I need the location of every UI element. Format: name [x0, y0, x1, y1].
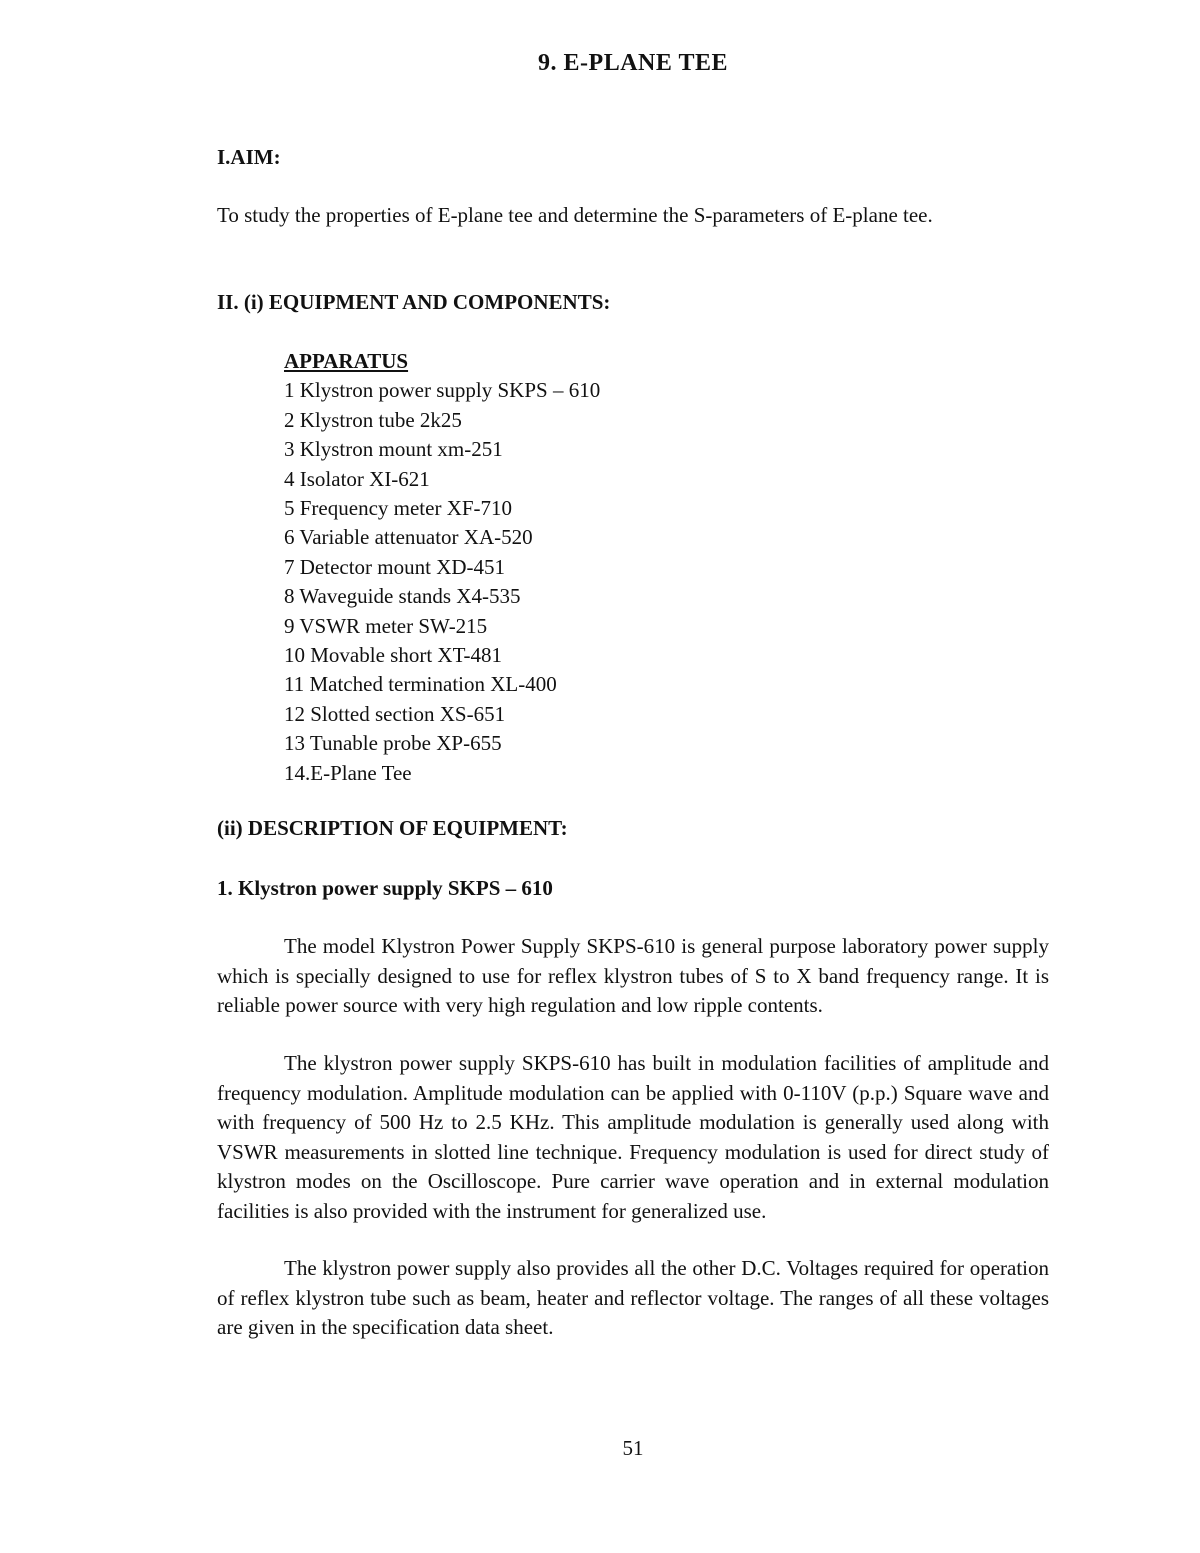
klystron-subheading: 1. Klystron power supply SKPS – 610 [217, 876, 553, 900]
list-item: 8 Waveguide stands X4-535 [284, 584, 521, 609]
list-item: 6 Variable attenuator XA-520 [284, 525, 533, 550]
list-item: 7 Detector mount XD-451 [284, 554, 506, 579]
apparatus-section [284, 347, 600, 788]
list-item: 14.E-Plane Tee [284, 760, 412, 785]
apparatus-list [284, 376, 600, 788]
list-item: 4 Isolator XI-621 [284, 466, 430, 491]
apparatus-heading: APPARATUS [284, 349, 409, 373]
description-paragraph-3: The klystron power supply also provides all the other D.C. Voltages required for operation of reflex klystron tube such as beam, heater and reflector voltage. The ranges of all these voltages are given in the specification data sheet. [217, 1256, 1049, 1339]
page-title: 9. E-PLANE TEE [538, 50, 728, 76]
description-heading: (ii) DESCRIPTION OF EQUIPMENT: [217, 816, 568, 840]
list-item: 2 Klystron tube 2k25 [284, 407, 462, 432]
list-item: 1 Klystron power supply SKPS – 610 [284, 378, 601, 403]
list-item: 13 Tunable probe XP-655 [284, 731, 502, 756]
description-paragraph-2: The klystron power supply SKPS-610 has built in modulation facilities of amplitude and frequency modulation. Amplitude modulation can be applied with 0-110V (p.p.) Square wave and with frequency of 500 Hz to 2.5 KHz. This amplitude modulation is generally used along with VSWR measurements in slotted line technique. Frequency modulation is used for direct study of klystron modes on the Oscilloscope. Pure carrier wave operation and in external modulation facilities is also provided with the instrument for generalized use. [217, 1051, 1049, 1223]
list-item: 9 VSWR meter SW-215 [284, 613, 488, 638]
equipment-heading: II. (i) EQUIPMENT AND COMPONENTS: [217, 290, 611, 314]
list-item: 11 Matched termination XL-400 [284, 672, 557, 697]
list-item: 5 Frequency meter XF-710 [284, 496, 513, 521]
list-item: 12 Slotted section XS-651 [284, 701, 506, 726]
description-paragraph-1: The model Klystron Power Supply SKPS-610 is general purpose laboratory power supply which is specially designed to use for reflex klystron tubes of S to X band frequency range. It is reliable power source with very high regulation and low ripple contents. [217, 934, 1049, 1017]
page-number: 51 [622, 1436, 644, 1460]
aim-text: To study the properties of E-plane tee and determine the S-parameters of E-plane tee. [217, 203, 933, 227]
aim-heading: I.AIM: [217, 145, 281, 169]
list-item: 10 Movable short XT-481 [284, 643, 502, 668]
list-item: 3 Klystron mount xm-251 [284, 437, 503, 462]
